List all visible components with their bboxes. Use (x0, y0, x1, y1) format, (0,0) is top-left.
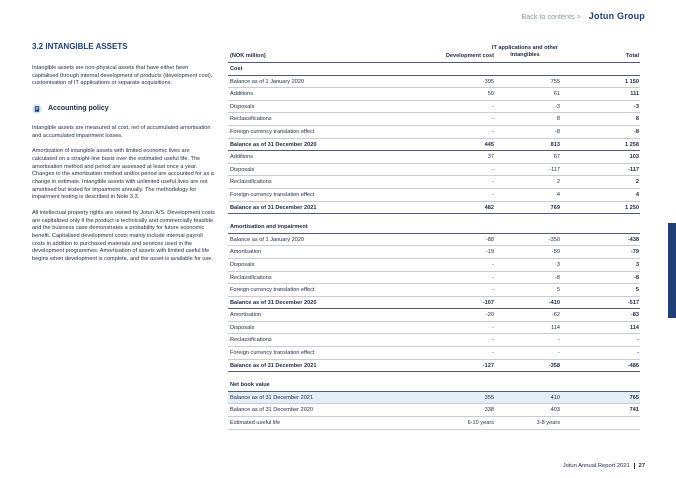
it-applications-cell: - (558, 337, 560, 344)
policy-paragraph-amortisation: Amortisation of intangible assets with limited economic lives are calculated on a straight-line basis over the estimated useful life. The amortisation method and period are assessed at least once a year. Changes to the amortisation method and/or period are accounted for as a change in estimate. Intangible assets with unlimited useful lives are not amortised but tested for impairment annually. The methodology for impairment testing is described in Note 3.3. (32, 148, 214, 201)
row-label: Foreign currency translation effect (230, 287, 315, 294)
total-cell: 1 258 (625, 141, 639, 148)
total-cell: -8 (634, 128, 639, 135)
row-label: Net book value (230, 382, 270, 389)
table-row (228, 101, 640, 114)
policy-paragraph-development: All intellectual property rights are owned by Jotun A/S. Development costs are capitalised only if the product is technically and commercially feasible and the business case demonstrates a probability for future economic benefit. Capitalised development costs mainly include internal payroll costs in addition to purchased materials and services used in the development programmes. Amortisation of assets with limited useful life begins when development is complete, and the asset is available for use. (32, 209, 215, 262)
table-section-heading (228, 63, 640, 76)
it-applications-cell: - (558, 350, 560, 357)
row-label: Balance as of 31 December 2021 (230, 362, 317, 369)
table-section-heading (228, 221, 640, 234)
total-cell: - (637, 337, 639, 344)
total-cell: 3 (635, 261, 639, 268)
column-header-it-applications (490, 45, 560, 59)
development-cost-cell: -107 (482, 299, 494, 306)
brand-name: Jotun Group (588, 11, 645, 21)
total-cell: 111 (630, 91, 639, 98)
it-applications-cell: 3-8 years (536, 420, 560, 427)
development-cost-cell: 6-10 years (467, 420, 494, 427)
accounting-policy-title: Accounting policy (48, 105, 109, 113)
it-applications-cell: 769 (550, 204, 560, 211)
accounting-policy-icon (32, 104, 42, 114)
total-cell: 8 (635, 116, 639, 123)
total-cell: 765 (629, 394, 639, 401)
row-label: Foreign currency translation effect (230, 191, 315, 198)
left-text-column (32, 42, 216, 271)
it-applications-cell: 5 (556, 287, 560, 294)
total-cell: 1 250 (625, 204, 639, 211)
it-applications-cell: 4 (556, 191, 560, 198)
row-label: Amortisation (230, 249, 262, 256)
table-row (228, 284, 640, 297)
it-applications-cell: -117 (549, 166, 560, 173)
total-cell: -117 (628, 166, 639, 173)
table-row (228, 347, 640, 360)
development-cost-cell: - (492, 128, 494, 135)
it-applications-cell: -59 (551, 249, 560, 256)
it-applications-cell: -62 (551, 312, 560, 319)
development-cost-cell: - (492, 350, 494, 357)
intro-paragraph: Intangible assets are non-physical assets that have either been capitalised through internal development of products (development cost), customisation of IT applications or separate acquisitions. (32, 65, 213, 87)
side-section-tab[interactable] (668, 223, 676, 318)
table-row (228, 234, 640, 247)
table-row (228, 392, 640, 405)
development-cost-cell: - (492, 166, 494, 173)
development-cost-cell: -127 (482, 362, 494, 369)
development-cost-cell: - (492, 274, 494, 281)
section-title: 3.2 INTANGIBLE ASSETS (32, 42, 128, 51)
table-row (228, 113, 640, 126)
intangible-assets-table (228, 44, 640, 430)
it-applications-cell: -8 (555, 128, 560, 135)
total-cell: -79 (630, 249, 639, 256)
development-cost-cell: - (492, 116, 494, 123)
row-label: Foreign currency translation effect (230, 350, 315, 357)
total-cell: -8 (634, 274, 639, 281)
table-row (228, 322, 640, 335)
development-cost-cell: - (492, 191, 494, 198)
it-applications-cell: 67 (553, 154, 560, 161)
table-section-heading (228, 379, 640, 392)
row-label: Balance as of 31 December 2021 (230, 394, 314, 401)
total-cell: -438 (627, 236, 639, 243)
row-label: Disposals (230, 324, 255, 331)
development-cost-cell: 355 (484, 394, 494, 401)
row-label: Balance as of 31 December 2020 (230, 141, 317, 148)
row-label: Balance as of 31 December 2021 (230, 204, 317, 211)
development-cost-cell: 482 (484, 204, 494, 211)
row-label: Reclassifications (230, 337, 272, 344)
table-row (228, 404, 640, 417)
development-cost-cell: 338 (484, 407, 494, 414)
total-cell: 741 (629, 407, 639, 414)
development-cost-cell: -20 (485, 312, 494, 319)
it-applications-cell: -358 (548, 362, 560, 369)
row-label: Disposals (230, 103, 255, 110)
table-row (228, 151, 640, 164)
table-row (228, 297, 640, 310)
table-row (228, 246, 640, 259)
it-applications-cell: -350 (548, 236, 560, 243)
footer-separator (634, 463, 635, 469)
development-cost-cell: 445 (484, 141, 494, 148)
total-cell: 114 (629, 324, 639, 331)
development-cost-cell: - (492, 103, 494, 110)
back-to-contents-link[interactable]: Back to contents > (521, 12, 581, 21)
table-row (228, 164, 640, 177)
total-cell: - (637, 350, 639, 357)
development-cost-cell: - (492, 287, 494, 294)
policy-paragraph-measurement: Intangible assets are measured at cost, net of accumulated amortisation and accumulated impairment losses. (32, 124, 211, 139)
top-navigation (521, 11, 645, 21)
table-header (228, 44, 640, 63)
total-cell: 5 (635, 287, 639, 294)
page-footer (563, 463, 645, 469)
total-cell: -486 (627, 362, 639, 369)
total-cell: -517 (627, 299, 639, 306)
total-cell: -83 (630, 312, 639, 319)
row-label: Reclassifications (230, 274, 272, 281)
it-applications-cell: -8 (555, 274, 560, 281)
development-cost-cell: - (492, 324, 494, 331)
column-header-total: Total (626, 53, 639, 59)
row-label: Balance as of 1 January 2020 (230, 236, 305, 243)
row-label: Reclassifications (230, 179, 272, 186)
development-cost-cell: 50 (487, 91, 494, 98)
table-body (228, 63, 640, 430)
accounting-policy-heading (32, 104, 216, 114)
it-applications-cell: 3 (556, 261, 560, 268)
row-label: Balance as of 31 December 2020 (230, 407, 314, 414)
it-applications-cell: 8 (556, 116, 560, 123)
row-label: Reclassifications (230, 116, 272, 123)
table-row (228, 88, 640, 101)
it-applications-cell: 2 (556, 179, 560, 186)
table-row (228, 139, 640, 152)
table-row (228, 176, 640, 189)
total-cell: 1 150 (625, 78, 639, 85)
development-cost-cell: 37 (487, 154, 494, 161)
table-row (228, 76, 640, 89)
column-header-it-line2: intangibles (510, 52, 540, 58)
table-row (228, 417, 640, 430)
row-label: Balance as of 31 December 2020 (230, 299, 317, 306)
it-applications-cell: 755 (550, 78, 560, 85)
total-cell: 2 (635, 179, 639, 186)
table-row (228, 272, 640, 285)
development-cost-cell: - (492, 179, 494, 186)
development-cost-cell: -88 (485, 236, 494, 243)
page-number: 27 (638, 463, 645, 469)
total-cell: 103 (629, 154, 639, 161)
row-label: Amortisation (230, 312, 262, 319)
it-applications-cell: 813 (550, 141, 560, 148)
row-label: Foreign currency translation effect (230, 128, 315, 135)
it-applications-cell: 410 (550, 394, 560, 401)
table-row (228, 334, 640, 347)
development-cost-cell: 395 (484, 78, 494, 85)
footer-report-name: Jotun Annual Report 2021 (562, 463, 630, 469)
it-applications-cell: -410 (548, 299, 560, 306)
table-row (228, 309, 640, 322)
it-applications-cell: 403 (550, 407, 560, 414)
column-header-development-cost: Development cost (445, 53, 494, 59)
total-cell: 4 (635, 191, 639, 198)
development-cost-cell: - (492, 261, 494, 268)
table-row (228, 360, 640, 373)
development-cost-cell: -19 (485, 249, 494, 256)
row-label: Disposals (230, 166, 255, 173)
table-row (228, 126, 640, 139)
row-label: Additions (230, 91, 254, 98)
table-row (228, 202, 640, 215)
total-cell: -3 (634, 103, 639, 110)
row-label: Additions (230, 154, 254, 161)
row-label: Balance as of 1 January 2020 (230, 78, 305, 85)
row-label: Amortisation and impairment (230, 224, 308, 231)
column-header-unit: (NOK million) (230, 53, 266, 59)
it-applications-cell: 61 (553, 91, 560, 98)
development-cost-cell: - (492, 337, 494, 344)
row-label: Cost (230, 66, 243, 72)
it-applications-cell: 114 (551, 324, 560, 331)
table-row (228, 259, 640, 272)
it-applications-cell: -3 (555, 103, 560, 110)
column-header-it-line1: IT applications and other (491, 45, 559, 51)
table-row (228, 189, 640, 202)
row-label: Estimated useful life (230, 420, 281, 427)
row-label: Disposals (230, 261, 255, 268)
